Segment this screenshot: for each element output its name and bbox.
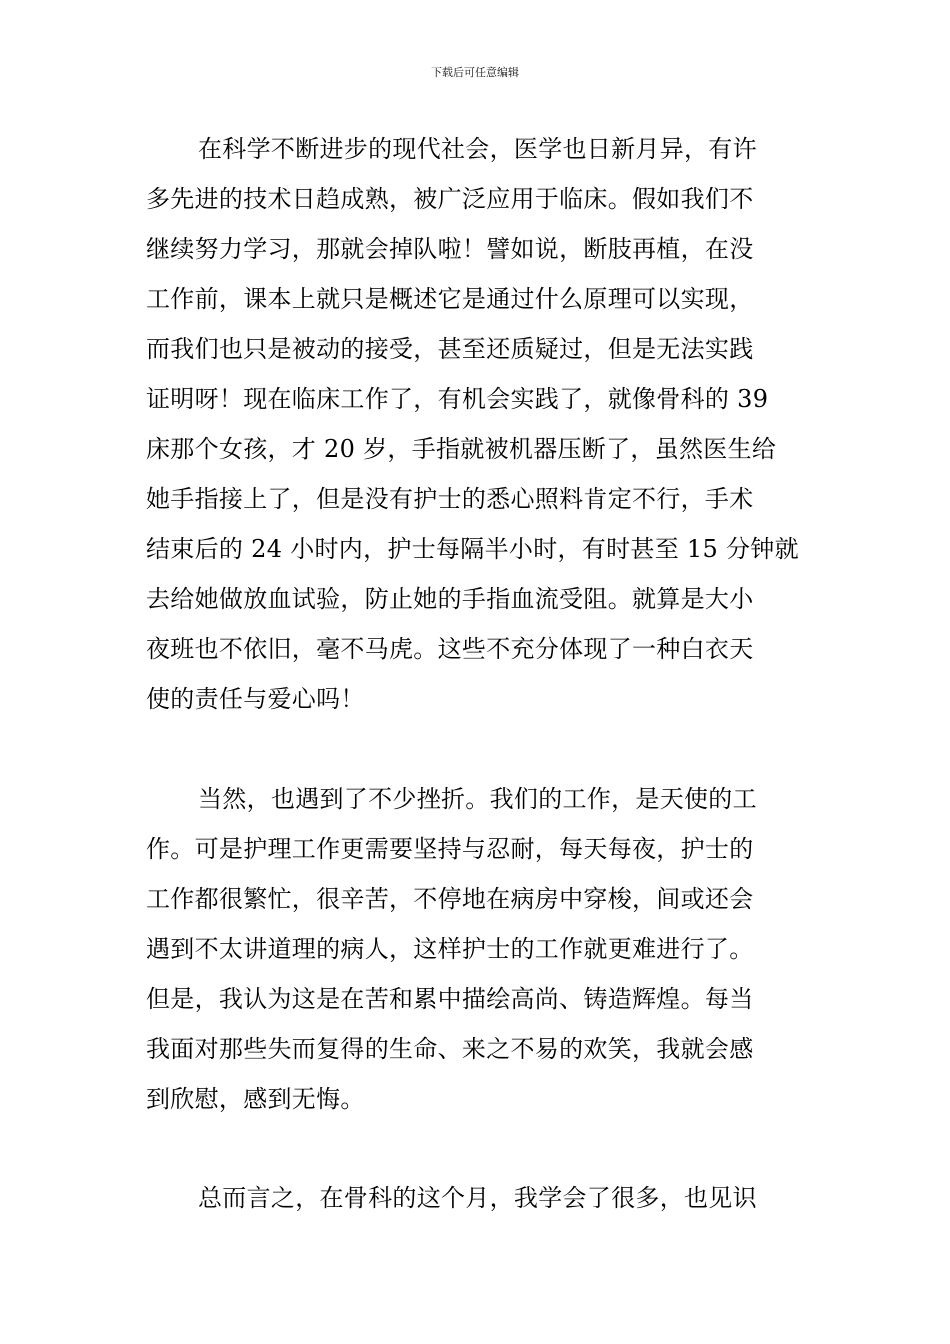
text-line: 作。可是护理工作更需要坚持与忍耐，每天每夜，护士的 <box>146 835 754 863</box>
text-line: 去给她做放血试验，防止她的手指血流受阻。就算是大小 <box>146 585 754 613</box>
text-line: 到欣慰，感到无悔。 <box>146 1085 365 1113</box>
text-line: 当然，也遇到了不少挫折。我们的工作，是天使的工 <box>198 785 757 813</box>
text-line: 在科学不断进步的现代社会，医学也日新月异，有许 <box>198 135 757 163</box>
text-line: 夜班也不依旧，毫不马虎。这些不充分体现了一种白衣天 <box>146 635 754 663</box>
text-line: 工作都很繁忙，很辛苦，不停地在病房中穿梭，间或还会 <box>146 885 754 913</box>
page-header: 下载后可任意编辑 <box>431 66 519 79</box>
text-line: 总而言之，在骨科的这个月，我学会了很多，也见识 <box>198 1184 757 1212</box>
text-line: 但是，我认为这是在苦和累中描绘高尚、铸造辉煌。每当 <box>146 985 754 1013</box>
text-line: 证明呀！现在临床工作了，有机会实践了，就像骨科的 39 <box>146 385 769 413</box>
text-line: 多先进的技术日趋成熟，被广泛应用于临床。假如我们不 <box>146 185 754 213</box>
text-line: 使的责任与爱心吗！ <box>146 685 365 713</box>
text-line: 床那个女孩，才 20 岁，手指就被机器压断了，虽然医生给 <box>146 435 777 463</box>
text-line: 她手指接上了，但是没有护士的悉心照料肯定不行，手术 <box>146 485 754 513</box>
text-line: 继续努力学习，那就会掉队啦！譬如说，断肢再植，在没 <box>146 235 754 263</box>
text-line: 遇到不太讲道理的病人，这样护士的工作就更难进行了。 <box>146 935 754 963</box>
text-line: 而我们也只是被动的接受，甚至还质疑过，但是无法实践 <box>146 335 754 363</box>
text-line: 工作前，课本上就只是概述它是通过什么原理可以实现， <box>146 285 754 313</box>
text-line: 结束后的 24 小时内，护士每隔半小时，有时甚至 15 分钟就 <box>146 535 799 563</box>
text-line: 我面对那些失而复得的生命、来之不易的欢笑，我就会感 <box>146 1035 754 1063</box>
